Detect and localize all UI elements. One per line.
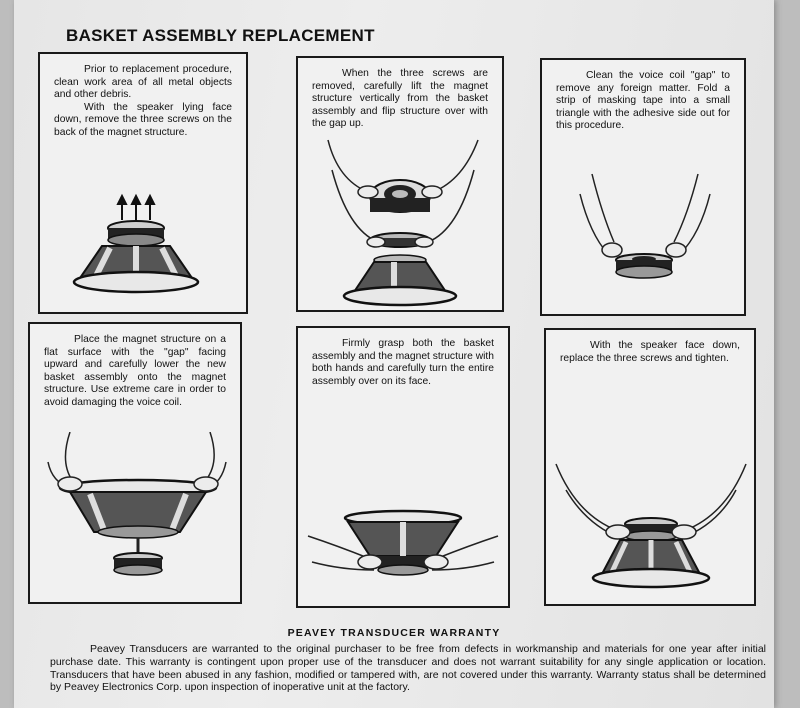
speaker-face-down-illustration — [40, 182, 245, 312]
step-panel-2 — [296, 56, 504, 312]
lower-basket-illustration — [30, 432, 240, 602]
step-5-text — [312, 338, 494, 388]
step-1-paragraph-2: With the speaker lying face down, remove the three screws on the back of the magnet structure. — [54, 101, 232, 138]
step-3-text — [556, 70, 730, 133]
step-3-paragraph-1: Clean the voice coil "gap" to remove any foreign matter. Fold a strip of masking tape into a small triangle with the adhesive side out for this procedure. — [556, 70, 730, 132]
replace-screws-illustration — [546, 434, 756, 604]
page-title: BASKET ASSEMBLY REPLACEMENT — [66, 26, 375, 45]
clean-gap-illustration — [542, 154, 746, 314]
step-4-text — [44, 334, 226, 410]
step-panel-3 — [540, 58, 746, 316]
step-2-paragraph-1: When the three screws are removed, carefully lift the magnet structure vertically from the basket assembly and flip structure over with the gap up. — [312, 68, 488, 130]
instruction-sheet — [14, 0, 774, 708]
step-2-text — [312, 68, 488, 131]
step-4-paragraph-1: Place the magnet structure on a flat surface with the "gap" facing upward and carefully lower the new basket assembly onto the magnet structure. Use extreme care in order to avoid damaging the voice coil. — [44, 334, 226, 408]
turn-assembly-illustration — [298, 466, 508, 606]
step-panel-1 — [38, 52, 248, 314]
warranty-body: Peavey Transducers are warranted to the original purchaser to be free from defects in workmanship and materials for one year after initial purchase date. This warranty is contingent upon proper use of the transducer and does not warrant suitability for any single application or location. Transducers that have been abused in any fashion, modified or tampered with, are not covered under this warranty. Warranty status shall be determined by Peavey Electronics Corp. upon inspection of inoperative unit at the factory. — [50, 643, 766, 694]
step-5-paragraph-1: Firmly grasp both the basket assembly and the magnet structure with both hands and carefully turn the entire assembly over on its face. — [312, 338, 495, 387]
warranty-title: PEAVEY TRANSDUCER WARRANTY — [287, 627, 501, 639]
step-panel-4 — [28, 322, 242, 604]
step-panel-5 — [296, 326, 510, 608]
step-6-text — [560, 340, 740, 365]
step-1-text — [54, 64, 232, 140]
step-panel-6 — [544, 328, 756, 606]
lift-magnet-illustration — [298, 130, 503, 310]
step-1-paragraph-1: Prior to replacement procedure, clean work area of all metal objects and other debris. — [54, 64, 232, 101]
step-6-paragraph-1: With the speaker face down, replace the three screws and tighten. — [560, 340, 740, 364]
